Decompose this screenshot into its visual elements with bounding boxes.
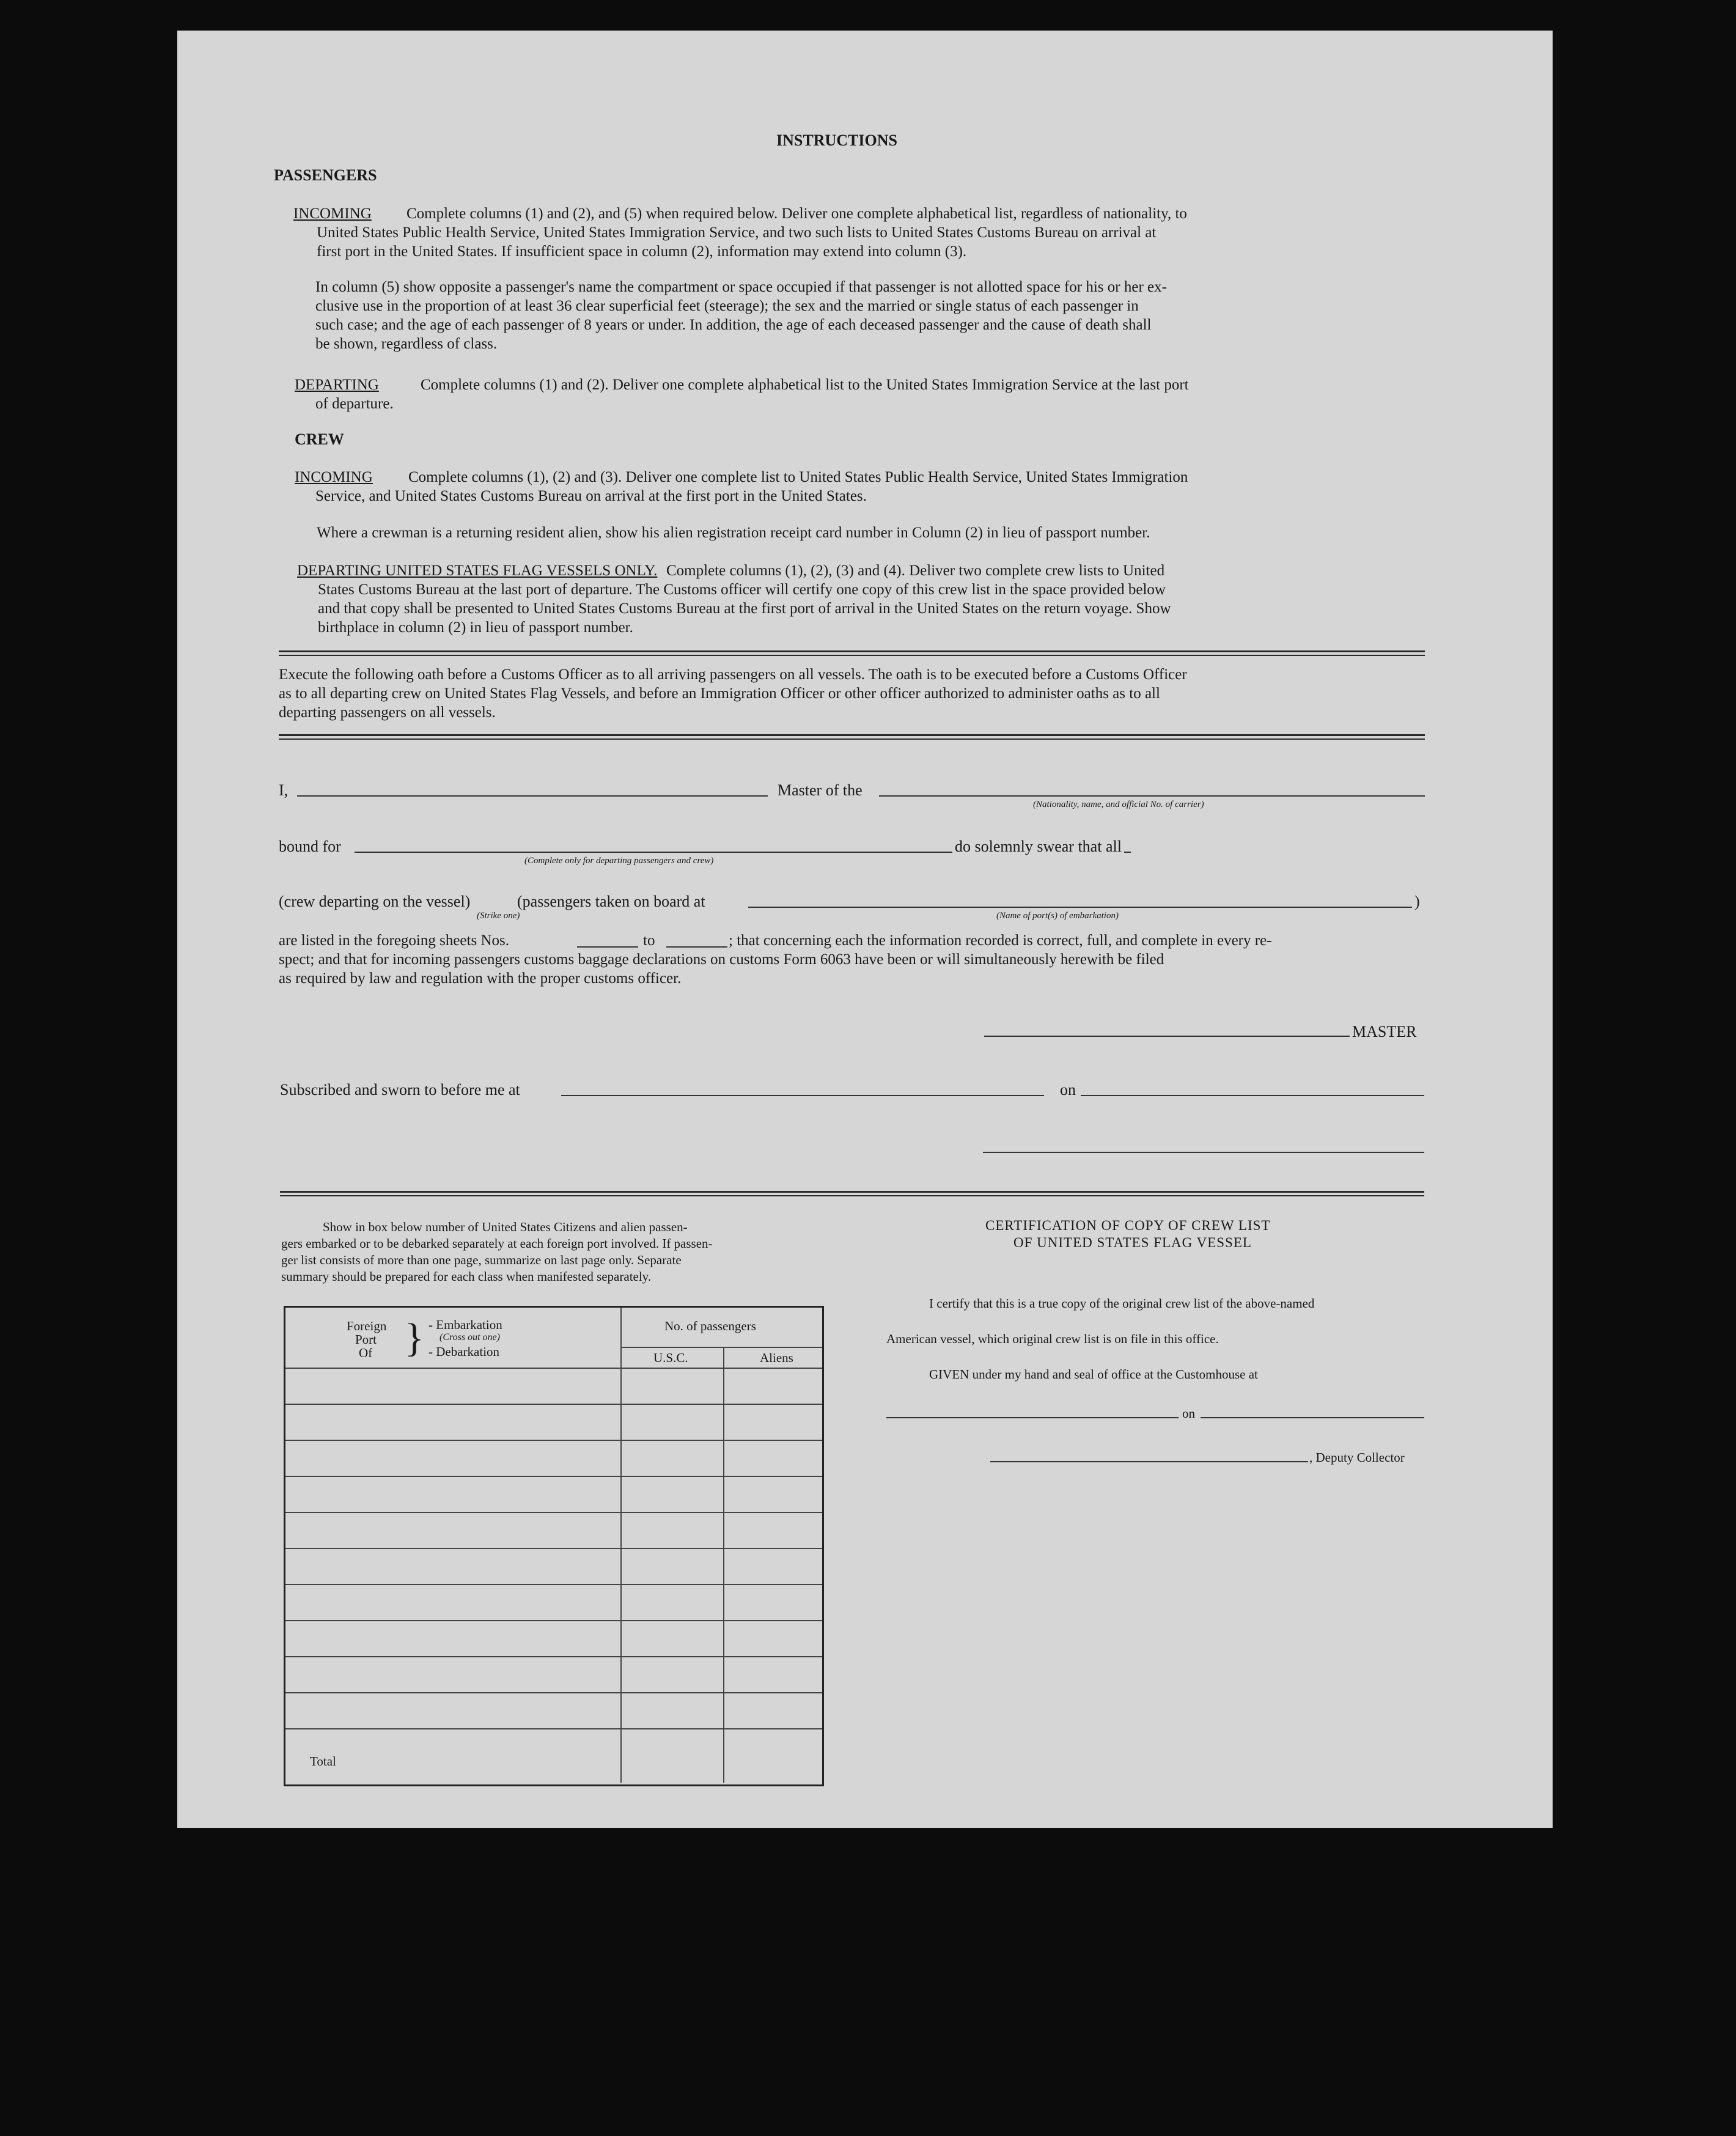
- complete-only-caption: (Complete only for departing passengers and crew): [524, 856, 714, 866]
- crew-incoming-label: INCOMING: [295, 469, 373, 485]
- no-of-passengers-header: No. of passengers: [664, 1319, 756, 1333]
- certification-title: CERTIFICATION OF COPY OF CREW LIST: [985, 1218, 1271, 1233]
- table-row[interactable]: [285, 1728, 822, 1729]
- summary-intro-line: summary should be prepared for each class when manifested separately.: [281, 1269, 652, 1284]
- crew-incoming-text-line: Service, and United States Customs Bureau on arrival at the first port in the United States.: [315, 488, 867, 504]
- form-sheet: [177, 31, 1553, 1828]
- table-row[interactable]: [285, 1440, 822, 1441]
- brace-icon: }: [405, 1316, 424, 1360]
- certification-on-label: on: [1182, 1406, 1195, 1421]
- certification-title: OF UNITED STATES FLAG VESSEL: [1013, 1235, 1252, 1250]
- flag-vessels-text-line: States Customs Bureau at the last port of departure. The Customs officer will certify one copy of this crew list in the space provided below: [318, 581, 1166, 598]
- sheet-from-field[interactable]: [577, 946, 638, 948]
- deputy-signature-field[interactable]: [990, 1461, 1308, 1462]
- aliens-header: Aliens: [760, 1350, 793, 1365]
- summary-intro-line: ger list consists of more than one page, summarize on last page only. Separate: [281, 1253, 682, 1267]
- incoming-text-line: first port in the United States. If insufficient space in column (2), information may extend into column (3).: [317, 243, 967, 260]
- divider: [279, 734, 1425, 736]
- debarkation-option[interactable]: - Debarkation: [428, 1344, 500, 1359]
- table-row[interactable]: [285, 1512, 822, 1513]
- row-divider: [285, 1368, 822, 1369]
- divider: [279, 655, 1425, 656]
- master-label: MASTER: [1350, 1023, 1419, 1041]
- table-row[interactable]: [285, 1620, 822, 1621]
- listed-to-label: to: [643, 932, 655, 949]
- carrier-field[interactable]: [879, 795, 1425, 797]
- table-row[interactable]: [285, 1404, 822, 1405]
- column-divider: [723, 1347, 724, 1783]
- subscribed-label: Subscribed and sworn to before me at: [280, 1081, 520, 1099]
- oath-i-label: I,: [279, 781, 289, 799]
- departing-label: DEPARTING: [295, 377, 379, 393]
- officer-signature-field[interactable]: [983, 1152, 1424, 1153]
- total-label: Total: [310, 1754, 336, 1769]
- instructions-title: INSTRUCTIONS: [776, 131, 897, 149]
- usc-header: U.S.C.: [653, 1350, 688, 1365]
- embarkation-option[interactable]: - Embarkation: [428, 1317, 502, 1332]
- sworn-on-label: on: [1060, 1081, 1076, 1099]
- row-divider: [620, 1347, 822, 1348]
- listed-text: ; that concerning each the information recorded is correct, full, and complete in every re-: [729, 932, 1272, 949]
- listed-text: as required by law and regulation with the proper customs officer.: [279, 970, 682, 987]
- column5-text-line: In column (5) show opposite a passenger's name the compartment or space occupied if that passenger is not allotted space for his or her ex-: [315, 279, 1167, 295]
- master-signature-field[interactable]: [984, 1036, 1375, 1037]
- table-row[interactable]: [285, 1656, 822, 1657]
- table-row[interactable]: [285, 1692, 822, 1693]
- bound-for-label: bound for: [279, 838, 341, 855]
- embarkation-ports-field[interactable]: [748, 907, 1412, 908]
- strike-one-caption: (Strike one): [477, 911, 520, 921]
- flag-vessels-text-line: Complete columns (1), (2), (3) and (4). Deliver two complete crew lists to United: [666, 562, 1165, 579]
- customhouse-place-field[interactable]: [886, 1417, 1179, 1418]
- departing-text-line: Complete columns (1) and (2). Deliver one complete alphabetical list to the United States Immigration Service at the last port: [421, 377, 1189, 393]
- foreign-label: Foreign: [347, 1319, 387, 1333]
- given-text: GIVEN under my hand and seal of office at the Customhouse at: [929, 1367, 1258, 1382]
- summary-intro-line: gers embarked or to be debarked separately at each foreign port involved. If passen-: [281, 1236, 713, 1251]
- name-of-ports-caption: (Name of port(s) of embarkation): [996, 911, 1119, 921]
- nationality-caption: (Nationality, name, and official No. of carrier): [1033, 800, 1204, 809]
- divider: [280, 1191, 1424, 1193]
- flag-vessels-text-line: birthplace in column (2) in lieu of passport number.: [318, 619, 633, 636]
- master-name-field[interactable]: [297, 795, 768, 797]
- divider: [280, 1195, 1424, 1196]
- crew-heading: CREW: [295, 430, 344, 448]
- flag-vessels-label: DEPARTING UNITED STATES FLAG VESSELS ONLY.: [297, 562, 658, 579]
- passenger-summary-table: [284, 1306, 824, 1786]
- port-label: Port: [355, 1332, 377, 1347]
- sworn-date-field[interactable]: [1081, 1095, 1424, 1096]
- sworn-place-field[interactable]: [561, 1095, 1044, 1096]
- table-row[interactable]: [285, 1548, 822, 1549]
- incoming-text-line: United States Public Health Service, United States Immigration Service, and two such lists to United States Customs Bureau on arrival at: [317, 224, 1157, 241]
- of-label: Of: [359, 1346, 373, 1360]
- close-paren: ): [1414, 893, 1420, 910]
- master-of-the-label: Master of the: [778, 781, 862, 799]
- listed-text: are listed in the foregoing sheets Nos.: [279, 932, 509, 949]
- departing-text-line: of departure.: [315, 396, 394, 412]
- deputy-collector-label: , Deputy Collector: [1309, 1450, 1405, 1465]
- certify-text: American vessel, which original crew list is on file in this office.: [886, 1331, 1219, 1346]
- oath-intro-line: as to all departing crew on United States Flag Vessels, and before an Immigration Officer or other officer authorized to administer oaths as to all: [279, 685, 1160, 702]
- table-row[interactable]: [285, 1476, 822, 1477]
- column5-text-line: clusive use in the proportion of at least 36 clear superficial feet (steerage); the sex and the married or single status of each passenger in: [315, 298, 1139, 314]
- certification-date-field[interactable]: [1201, 1417, 1424, 1418]
- listed-text: spect; and that for incoming passengers customs baggage declarations on customs Form 6063 have been or will simultaneously herewith be filed: [279, 951, 1164, 968]
- divider: [279, 650, 1425, 652]
- divider: [279, 738, 1425, 740]
- column5-text-line: such case; and the age of each passenger of 8 years or under. In addition, the age of each deceased passenger and the cause of death shall: [315, 317, 1152, 333]
- crew-departing-option[interactable]: (crew departing on the vessel): [279, 893, 471, 910]
- do-solemnly-label: do solemnly swear that all: [952, 838, 1124, 856]
- summary-intro-line: Show in box below number of United States Citizens and alien passen-: [323, 1220, 688, 1234]
- passengers-heading: PASSENGERS: [274, 166, 377, 184]
- crewman-text: Where a crewman is a returning resident alien, show his alien registration receipt card number in Column (2) in lieu of passport number.: [317, 525, 1150, 541]
- sheet-to-field[interactable]: [666, 946, 727, 948]
- column5-text-line: be shown, regardless of class.: [315, 336, 498, 352]
- passengers-taken-option[interactable]: (passengers taken on board at: [517, 893, 705, 910]
- crew-incoming-text-line: Complete columns (1), (2) and (3). Deliver one complete list to United States Public Health Service, United States Immigration: [408, 469, 1188, 485]
- oath-intro-line: Execute the following oath before a Customs Officer as to all arriving passengers on all vessels. The oath is to be executed before a Customs Officer: [279, 666, 1187, 683]
- table-row[interactable]: [285, 1584, 822, 1585]
- oath-intro-line: departing passengers on all vessels.: [279, 704, 496, 721]
- flag-vessels-text-line: and that copy shall be presented to United States Customs Bureau at the first port of arrival in the United States on the return voyage. Show: [318, 600, 1171, 617]
- incoming-label: INCOMING: [293, 205, 372, 222]
- incoming-text-line: Complete columns (1) and (2), and (5) when required below. Deliver one complete alphabetical list, regardless of nationality, to: [406, 205, 1187, 222]
- cross-out-caption: (Cross out one): [440, 1332, 500, 1342]
- certify-text: I certify that this is a true copy of the original crew list of the above-named: [929, 1296, 1315, 1311]
- column-divider: [620, 1308, 622, 1783]
